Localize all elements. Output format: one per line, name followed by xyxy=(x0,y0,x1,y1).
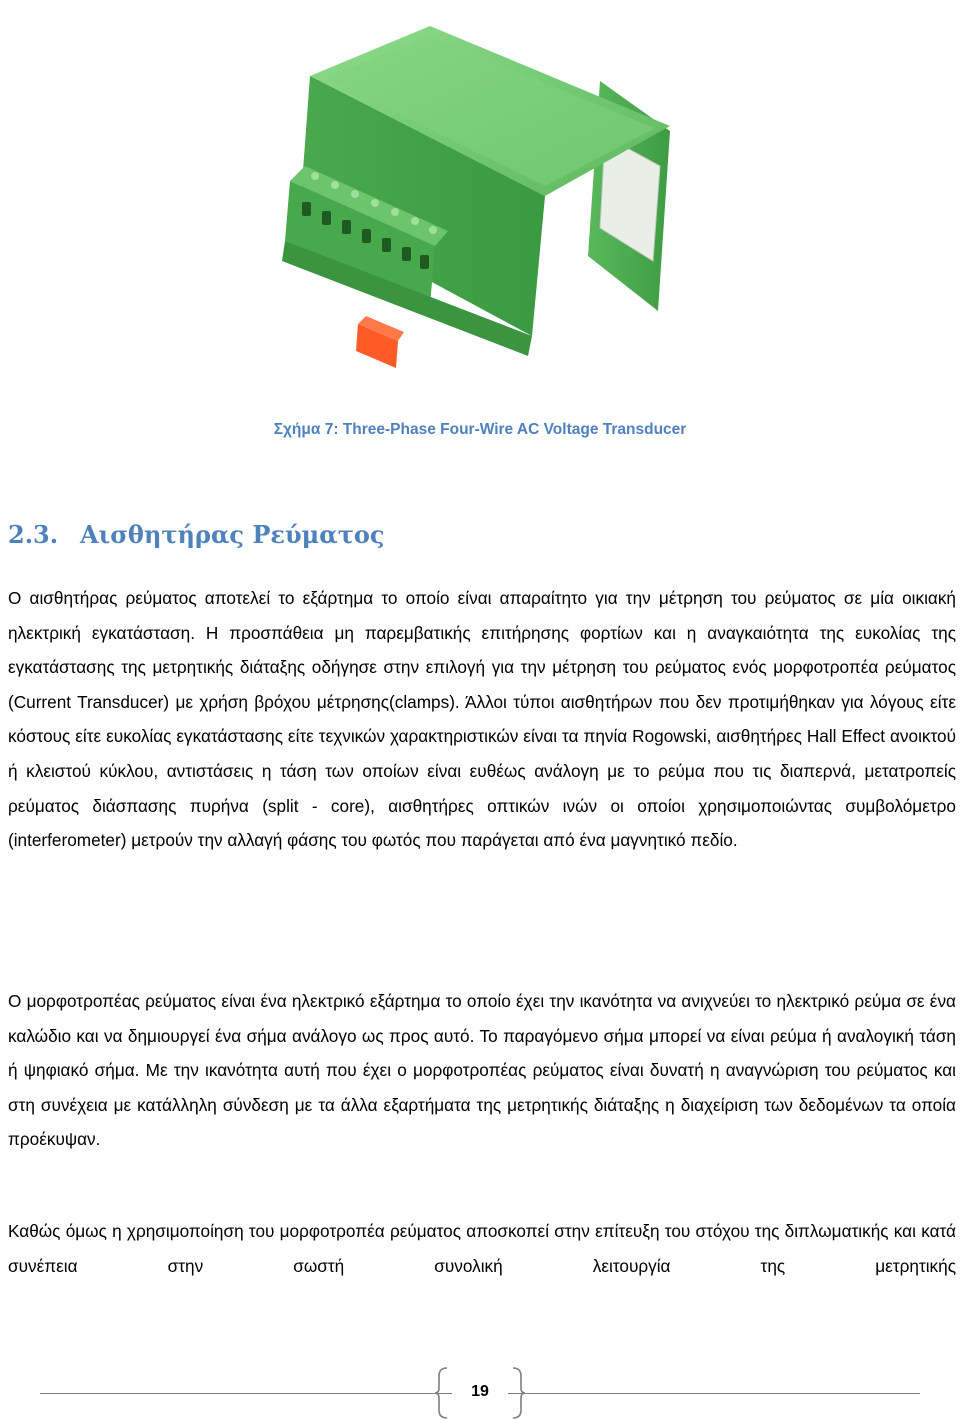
figure-caption: Σχήμα 7: Three-Phase Four-Wire AC Voltage Transducer xyxy=(273,421,687,438)
paragraph: Καθώς όμως η χρησιμοποίηση του μορφοτροπέα ρεύματος αποσκοπεί στην επίτευξη του στόχου της διπλωματικής και κατά συνέπεια στην σωστή συνολική λειτουργία της μετρητικής xyxy=(8,1221,956,1276)
section-title: Αισθητήρας Ρεύματος xyxy=(80,520,385,549)
right-brace-icon xyxy=(510,1366,526,1420)
section-heading xyxy=(8,520,384,549)
left-brace-icon xyxy=(434,1366,450,1420)
page-footer xyxy=(40,1366,920,1420)
page-number: 19 xyxy=(452,1383,508,1401)
section-number: 2.3. xyxy=(8,520,59,549)
paragraph: Ο αισθητήρας ρεύματος αποτελεί το εξάρτημα το οποίο είναι απαραίτητο για την μέτρηση του ρεύματος σε μία οικιακή ηλεκτρική εγκατάσταση. Η προσπάθεια μη παρεμβατικής επιτήρησης φορτίων και η αναγκαιότητα της ευκολίας της εγκατάστασης της μετρητικής διάταξης οδήγησε στην επιλογή για την μέτρηση του ρεύματος ενός μορφοτροπέα ρεύματος (Current Transducer) με χρήση βρόχου μέτρησης(clamps). Άλλοι τύποι αισθητήρων που δεν προτιμήθηκαν για λόγους είτε κόστους είτε ευκολίας εγκατάστασης είτε τεχνικών χαρακτηριστικών είναι τα πηνία Rogowski, αισθητήρες Hall Effect ανοικτού ή κλειστού κύκλου, αντιστάσεις η τάση των οποίων είναι ευθέως ανάλογη με το ρεύμα που τις διαπερνά, μετατροπείς ρεύματος διάσπασης πυρήνα (split - core), αισθητήρες οπτικών ινών οι οποίοι χρησιμοποιώντας συμβολόμετρο (interferometer) μετρούν την αλλαγή φάσης του φωτός που παράγεται από ένα μαγνητικό πεδίο. xyxy=(8,588,956,851)
paragraph: Ο μορφοτροπέας ρεύματος είναι ένα ηλεκτρικό εξάρτημα το οποίο έχει την ικανότητα να ανιχνεύει το ηλεκτρικό ρεύμα σε ένα καλώδιο και να δημιουργεί ένα σήμα ανάλογο ως προς αυτό. Το παραγόμενο σήμα μπορεί να είναι ρεύμα ή αναλογική τάση ή ψηφιακό σήμα. Με την ικανότητα αυτή που έχει ο μορφοτροπέας ρεύματος είναι δυνατή η αναγνώριση του ρεύματος και στη συνέχεια με κατάλληλη σύνδεση με τα άλλα εξαρτήματα της μετρητικής διάταξης η διαχείριση των δεδομένων τα οποία προέκυψαν. xyxy=(8,991,956,1150)
transducer-image xyxy=(270,6,675,376)
